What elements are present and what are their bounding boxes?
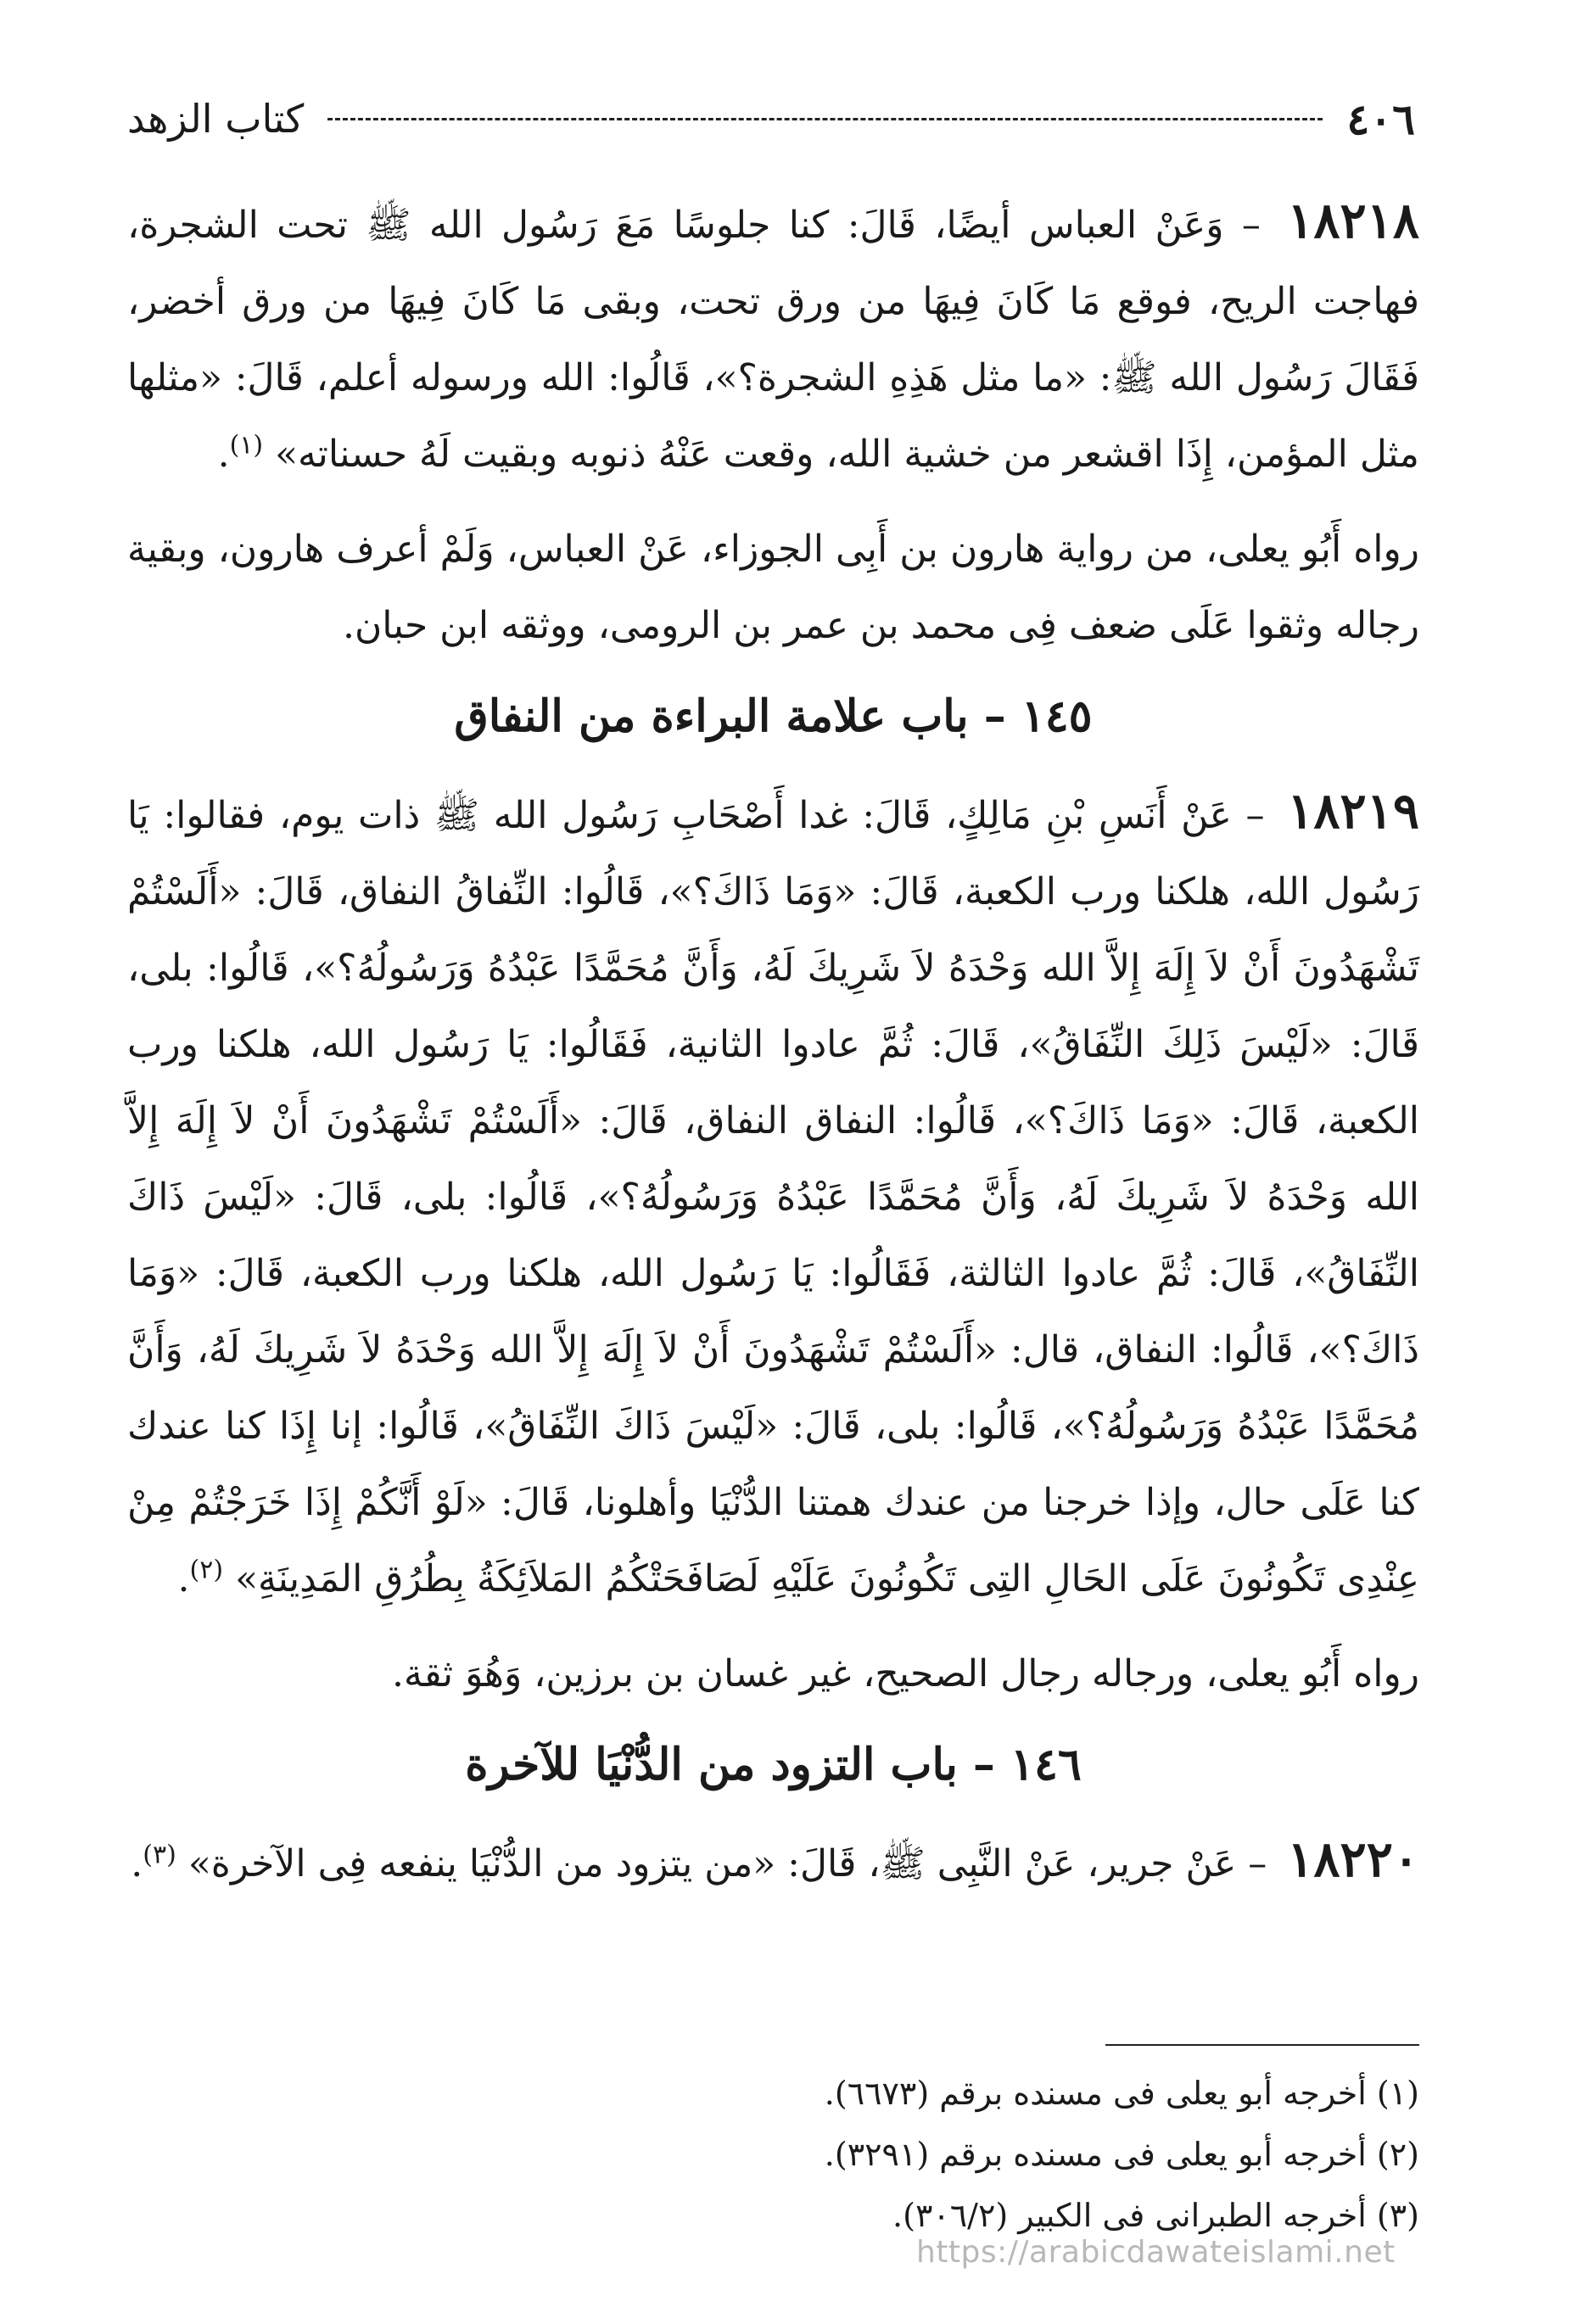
- hadith-18219: ١٨٢١٩ – عَنْ أَنَسِ بْنِ مَالِكٍ، قَالَ: غدا أَصْحَابِ رَسُول الله ﷺ ذات يوم، فقالوا: يَا رَسُول الله، هلكنا ورب الكعبة، قَالَ: «وَمَا ذَاكَ؟»، قَالُوا: النِّفاقُ النفاق، قَالَ: «أَلَسْتُمْ تَشْهَدُونَ أَنْ لاَ إِلَهَ إِلاَّ الله وَحْدَهُ لاَ شَرِيكَ لَهُ، وَأَنَّ مُحَمَّدًا عَبْدُهُ وَرَسُولُهُ؟»، قَالُوا: بلى، قَالَ: «لَيْسَ ذَلِكَ النِّفَاقُ»، قَالَ: ثُمَّ عادوا الثانية، فَقَالُوا: يَا رَسُول الله، هلكنا ورب الكعبة، قَالَ: «وَمَا ذَاكَ؟»، قَالُوا: النفاق النفاق، قَالَ: «أَلَسْتُمْ تَشْهَدُونَ أَنْ لاَ إِلَهَ إِلاَّ الله وَحْدَهُ لاَ شَرِيكَ لَهُ، وَأَنَّ مُحَمَّدًا عَبْدُهُ وَرَسُولُهُ؟»، قَالُوا: بلى، قَالَ: «لَيْسَ ذَاكَ النِّفَاقُ»، قَالَ: ثُمَّ عادوا الثالثة، فَقَالُوا: يَا رَسُول الله، هلكنا ورب الكعبة، قَالَ: «وَمَا ذَاكَ؟»، قَالُوا: النفاق، قال: «أَلَسْتُمْ تَشْهَدُونَ أَنْ لاَ إِلَهَ إِلاَّ الله وَحْدَهُ لاَ شَرِيكَ لَهُ، وَأَنَّ مُحَمَّدًا عَبْدُهُ وَرَسُولُهُ؟»، قَالُوا: بلى، قَالَ: «لَيْسَ ذَاكَ النِّفَاقُ»، قَالُوا: إنا إِذَا كنا عندك كنا عَلَى حال، وإذا خرجنا من عندك همتنا الدُّنْيَا وأهلونا، قَالَ: «لَوْ أَنَّكُمْ إِذَا خَرَجْتُمْ مِنْ عِنْدِى تَكُونُونَ عَلَى الحَالِ التِى تَكُونُونَ عَلَيْهِ لَصَافَحَتْكُمُ المَلاَئِكَةُ بِطُرُقِ المَدِينَةِ» $^{(٢)}$.: [127, 782, 1419, 1601]
- page-number: ٤٠٦: [1346, 93, 1415, 144]
- hadith-number: ١٨٢١٩: [1287, 782, 1419, 840]
- narration-note: رواه أَبُو يعلى، ورجاله رجال الصحيح، غير غسان بن برزين، وَهُوَ ثقة.: [392, 1652, 1419, 1696]
- footnote-ref: (٣): [143, 1840, 176, 1870]
- hadith-number: ١٨٢٢٠: [1287, 1830, 1419, 1888]
- narration-note: رواه أَبُو يعلى، من رواية هارون بن أَبِى الجوزاء، عَنْ العباس، وَلَمْ أعرف هارون، وبقية رجاله وثقوا عَلَى ضعف فِى محمد بن عمر بن الرومى، ووثقه ابن حبان.: [127, 528, 1419, 647]
- watermark-url: https://arabicdawateislami.net: [916, 2235, 1396, 2270]
- hadith-18220: ١٨٢٢٠ – عَنْ جرير، عَنْ النَّبِى ﷺ، قَالَ: «من يتزود من الدُّنْيَا ينفعه فِى الآخرة» $^{(٣)}$.: [131, 1830, 1419, 1888]
- footnote-ref: (٢): [189, 1555, 224, 1585]
- running-header: [127, 85, 1415, 153]
- hadith-text: – عَنْ أَنَسِ بْنِ مَالِكٍ، قَالَ: غدا أَصْحَابِ رَسُول الله ﷺ ذات يوم، فقالوا: يَا رَسُول الله، هلكنا ورب الكعبة، قَالَ: «وَمَا ذَاكَ؟»، قَالُوا: النِّفاقُ النفاق، قَالَ: «أَلَسْتُمْ تَشْهَدُونَ أَنْ لاَ إِلَهَ إِلاَّ الله وَحْدَهُ لاَ شَرِيكَ لَهُ، وَأَنَّ مُحَمَّدًا عَبْدُهُ وَرَسُولُهُ؟»، قَالُوا: بلى، قَالَ: «لَيْسَ ذَلِكَ النِّفَاقُ»، قَالَ: ثُمَّ عادوا الثانية، فَقَالُوا: يَا رَسُول الله، هلكنا ورب الكعبة، قَالَ: «وَمَا ذَاكَ؟»، قَالُوا: النفاق النفاق، قَالَ: «أَلَسْتُمْ تَشْهَدُونَ أَنْ لاَ إِلَهَ إِلاَّ الله وَحْدَهُ لاَ شَرِيكَ لَهُ، وَأَنَّ مُحَمَّدًا عَبْدُهُ وَرَسُولُهُ؟»، قَالُوا: بلى، قَالَ: «لَيْسَ ذَاكَ النِّفَاقُ»، قَالَ: ثُمَّ عادوا الثالثة، فَقَالُوا: يَا رَسُول الله، هلكنا ورب الكعبة، قَالَ: «وَمَا ذَاكَ؟»، قَالُوا: النفاق، قال: «أَلَسْتُمْ تَشْهَدُونَ أَنْ لاَ إِلَهَ إِلاَّ الله وَحْدَهُ لاَ شَرِيكَ لَهُ، وَأَنَّ مُحَمَّدًا عَبْدُهُ وَرَسُولُهُ؟»، قَالُوا: بلى، قَالَ: «لَيْسَ ذَاكَ النِّفَاقُ»، قَالُوا: إنا إِذَا كنا عندك كنا عَلَى حال، وإذا خرجنا من عندك همتنا الدُّنْيَا وأهلونا، قَالَ: «لَوْ أَنَّكُمْ إِذَا خَرَجْتُمْ مِنْ عِنْدِى تَكُونُونَ عَلَى الحَالِ التِى تَكُونُونَ عَلَيْهِ لَصَافَحَتْكُمُ المَلاَئِكَةُ بِطُرُقِ المَدِينَةِ»: [127, 794, 1419, 1601]
- section-heading-145: ١٤٥ – باب علامة البراءة من النفاق: [454, 690, 1093, 742]
- footnote-2: (٢) أخرجه أبو يعلى فى مسنده برقم (٣٢٩١).: [824, 2136, 1419, 2173]
- header-rule: [327, 118, 1323, 120]
- footnote-3: (٣) أخرجه الطبرانى فى الكبير (٣٠٦/٢).: [892, 2197, 1419, 2234]
- section-heading-146: ١٤٦ – باب التزود من الدُّنْيَا للآخرة: [465, 1739, 1082, 1790]
- footnotes: [127, 2044, 1419, 2246]
- hadith-text: – وَعَنْ العباس أيضًا، قَالَ: كنا جلوسًا مَعَ رَسُول الله ﷺ تحت الشجرة، فهاجت الريح، فوقع مَا كَانَ فِيهَا من ورق تحت، وبقى مَا كَانَ فِيهَا من ورق أخضر، فَقَالَ رَسُول الله ﷺ: «ما مثل هَذِهِ الشجرة؟»، قَالُوا: الله ورسوله أعلم، قَالَ: «مثلها مثل المؤمن، إِذَا اقشعر من خشية الله، وقعت عَنْهُ ذنوبه وبقيت لَهُ حسناته»: [127, 204, 1419, 476]
- hadith-18218: ١٨٢١٨ – وَعَنْ العباس أيضًا، قَالَ: كنا جلوسًا مَعَ رَسُول الله ﷺ تحت الشجرة، فهاجت الريح، فوقع مَا كَانَ فِيهَا من ورق تحت، وبقى مَا كَانَ فِيهَا من ورق أخضر، فَقَالَ رَسُول الله ﷺ: «ما مثل هَذِهِ الشجرة؟»، قَالُوا: الله ورسوله أعلم، قَالَ: «مثلها مثل المؤمن، إِذَا اقشعر من خشية الله، وقعت عَنْهُ ذنوبه وبقيت لَهُ حسناته» $^{(١)}$.: [127, 192, 1419, 476]
- book-title: كتاب الزهد: [127, 96, 305, 142]
- footnote-ref: (١): [229, 430, 264, 461]
- footnote-rule: [1105, 2044, 1419, 2046]
- hadith-number: ١٨٢١٨: [1287, 192, 1419, 249]
- hadith-text: – عَنْ جرير، عَنْ النَّبِى ﷺ، قَالَ: «من يتزود من الدُّنْيَا ينفعه فِى الآخرة»: [187, 1842, 1267, 1885]
- page-body: [127, 182, 1419, 1902]
- footnote-1: (١) أخرجه أبو يعلى فى مسنده برقم (٦٦٧٣).: [824, 2075, 1419, 2112]
